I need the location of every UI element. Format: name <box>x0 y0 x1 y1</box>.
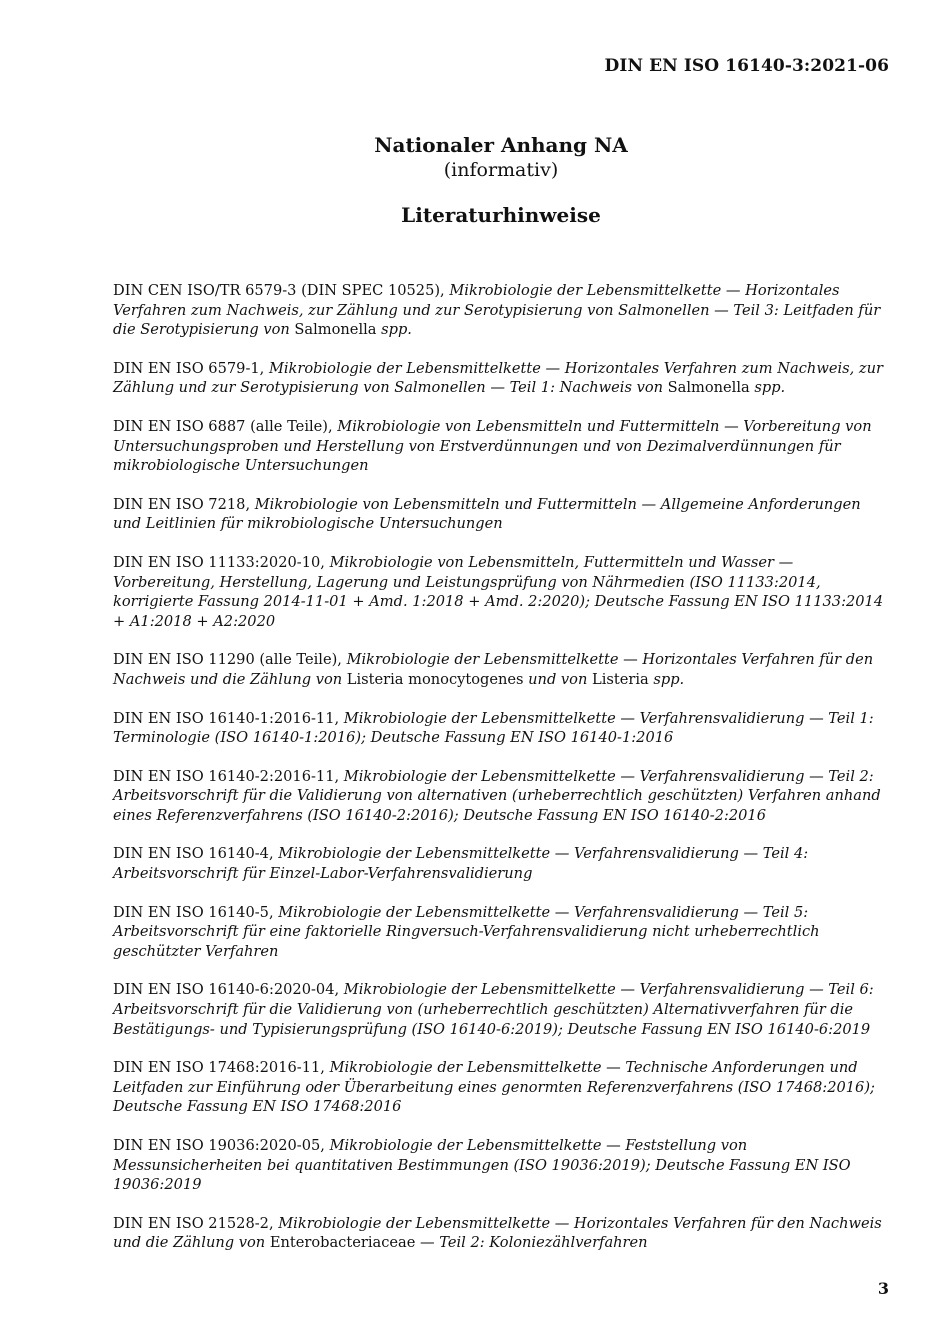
annex-subtitle: (informativ) <box>443 159 559 181</box>
reference-title: Mikrobiologie der Lebensmittelkette — Horizontales Verfahren zum Nachweis, zur Zählung und zur Serotypisierung von Salmonellen — Teil 1: Nachweis von <box>113 359 883 397</box>
document-id: DIN EN ISO 16140-3:2021-06 <box>604 56 889 76</box>
reference-id: DIN EN ISO 16140-5, <box>113 903 279 921</box>
reference-title: Mikrobiologie der Lebensmittelkette — Horizontales Verfahren für den Nachweis und die Zählung von <box>113 651 874 688</box>
reference-id: DIN EN ISO 6579-1, <box>113 359 269 377</box>
reference-title: Mikrobiologie der Lebensmittelkette — Horizontales Verfahren zum Nachweis, zur Zählung und zur Serotypisierung von Salmonellen — Teil 3: Leitfaden für die Serotypisierung von <box>113 282 881 339</box>
reference-title: Mikrobiologie von Lebensmitteln und Futtermitteln — Vorbereitung von Untersuchungsproben und Herstellung von Erstverdünnungen und von Dezimalverdünnungen für mikrobiologische Untersuchungen <box>113 417 872 475</box>
reference-id: DIN EN ISO 16140-2:2016-11, <box>113 767 344 785</box>
reference-item <box>113 903 893 962</box>
reference-item <box>113 980 893 1039</box>
annex-heading <box>0 132 950 228</box>
organism-name: Salmonella <box>294 321 377 339</box>
reference-title: — Teil 2: Koloniezählverfahren <box>415 1234 648 1252</box>
organism-name: Salmonella <box>667 379 750 397</box>
reference-id: DIN EN ISO 21528-2, <box>113 1214 279 1232</box>
reference-title: Mikrobiologie von Lebensmitteln, Futtermitteln und Wasser — Vorbereitung, Herstellung, Lagerung und Leistungsprüfung von Nährmedien (ISO 11133:2014, korrigierte Fassung 2014-11-01 + Amd. 1:2018 + Amd. 2:2020); Deutsche Fassung EN ISO 11133:2014 + A1:2018 + A2:2020 <box>113 553 884 630</box>
section-title: Literaturhinweise <box>401 203 601 227</box>
reference-id: DIN EN ISO 7218, <box>113 495 255 513</box>
reference-id: DIN EN ISO 6887 (alle Teile), <box>113 417 338 435</box>
reference-item <box>113 1058 893 1117</box>
reference-title: Mikrobiologie der Lebensmittelkette — Verfahrensvalidierung — Teil 4: Arbeitsvorschrift für Einzel-Labor-Verfahrensvalidierung <box>113 845 809 883</box>
organism-name: Enterobacteriaceae <box>269 1234 416 1252</box>
reference-item <box>113 709 893 748</box>
reference-id: DIN EN ISO 11290 (alle Teile), <box>113 651 347 669</box>
reference-item <box>113 281 893 340</box>
reference-title: spp. <box>376 321 412 339</box>
reference-item <box>113 553 893 631</box>
reference-title: Mikrobiologie der Lebensmittelkette — Technische Anforderungen und Leitfaden zur Einführung oder Überarbeitung eines genormten Referenzverfahrens (ISO 17468:2016); Deutsche Fassung EN ISO 17468:2016 <box>113 1059 875 1116</box>
reference-item <box>113 844 893 883</box>
annex-title: Nationaler Anhang NA <box>374 133 628 157</box>
reference-title: Mikrobiologie der Lebensmittelkette — Horizontales Verfahren für den Nachweis und die Zählung von <box>113 1214 882 1252</box>
reference-id: DIN EN ISO 11133:2020-10, <box>113 553 330 571</box>
reference-item <box>113 1136 893 1195</box>
reference-title: Mikrobiologie von Lebensmitteln und Futtermitteln — Allgemeine Anforderungen und Leitlinien für mikrobiologische Untersuchungen <box>113 495 861 533</box>
reference-id: DIN EN ISO 17468:2016-11, <box>113 1059 330 1077</box>
reference-title: spp. <box>648 670 685 688</box>
organism-name: Listeria <box>592 670 649 688</box>
reference-id: DIN EN ISO 16140-6:2020-04, <box>113 981 344 999</box>
reference-item <box>113 1214 893 1253</box>
reference-id: DIN CEN ISO/TR 6579-3 (DIN SPEC 10525), <box>113 282 450 299</box>
reference-title: Mikrobiologie der Lebensmittelkette — Verfahrensvalidierung — Teil 2: Arbeitsvorschrift für die Validierung von alternativen (urheberrechtlich geschützten) Verfahren anhand eines Referenzverfahrens (ISO 16140-2:2016); Deutsche Fassung EN ISO 16140-2:2016 <box>113 767 881 824</box>
page-number: 3 <box>877 1279 889 1298</box>
reference-item <box>113 359 893 398</box>
reference-title: Mikrobiologie der Lebensmittelkette — Verfahrensvalidierung — Teil 5: Arbeitsvorschrift für eine faktorielle Ringversuch-Verfahrensvalidierung nicht urheberrechtlich geschützter Verfahren <box>113 903 820 960</box>
reference-title: und von <box>523 670 593 688</box>
reference-title: Mikrobiologie der Lebensmittelkette — Feststellung von Messunsicherheiten bei quantitativen Bestimmungen (ISO 19036:2019); Deutsche Fassung EN ISO 19036:2019 <box>113 1137 851 1194</box>
reference-item <box>113 650 893 689</box>
reference-item <box>113 767 893 826</box>
organism-name: Listeria monocytogenes <box>346 670 524 688</box>
reference-item <box>113 417 893 476</box>
reference-title: spp. <box>749 379 786 397</box>
reference-item <box>113 495 893 534</box>
reference-list <box>113 281 893 1272</box>
reference-id: DIN EN ISO 16140-4, <box>113 845 279 863</box>
reference-title: Mikrobiologie der Lebensmittelkette — Verfahrensvalidierung — Teil 1: Terminologie (ISO 16140-1:2016); Deutsche Fassung EN ISO 16140-1:2016 <box>113 709 874 747</box>
reference-id: DIN EN ISO 19036:2020-05, <box>113 1137 330 1154</box>
reference-title: Mikrobiologie der Lebensmittelkette — Verfahrensvalidierung — Teil 6: Arbeitsvorschrift für die Validierung von (urheberrechtlich geschützten) Alternativverfahren für die Bestätigungs- und Typisierungsprüfung (ISO 16140-6:2019); Deutsche Fassung EN ISO 16140-6:2019 <box>113 981 874 1038</box>
reference-id: DIN EN ISO 16140-1:2016-11, <box>113 709 344 727</box>
